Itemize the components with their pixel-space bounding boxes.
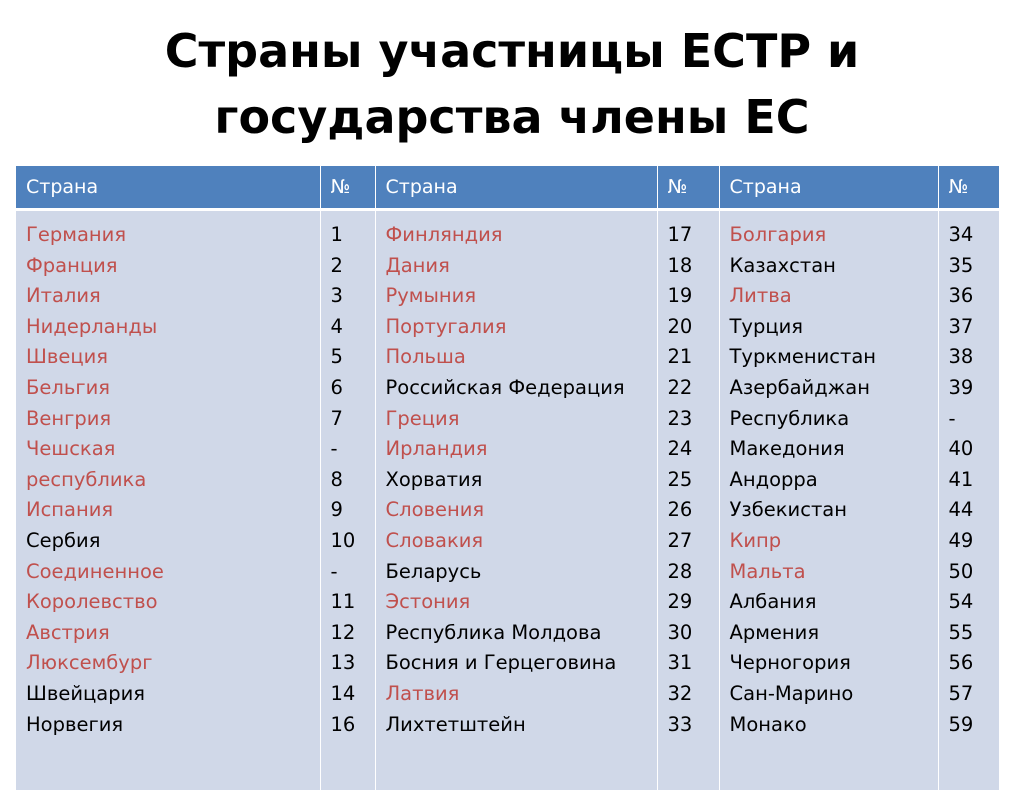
country-number: 21	[668, 342, 719, 373]
header-country-3: Страна	[719, 166, 938, 210]
country-number: 28	[668, 557, 719, 588]
country-number: 12	[331, 618, 375, 649]
country-name: Азербайджан	[730, 373, 938, 404]
country-name: республика	[26, 465, 320, 496]
country-name: Словакия	[386, 526, 657, 557]
country-name: Мальта	[730, 557, 938, 588]
country-name: Королевство	[26, 587, 320, 618]
number-cell-3	[938, 210, 999, 790]
header-country-2: Страна	[375, 166, 657, 210]
country-number: 3	[331, 281, 375, 312]
country-name: Словения	[386, 495, 657, 526]
country-number: 4	[331, 312, 375, 343]
country-name: Эстония	[386, 587, 657, 618]
country-number: 5	[331, 342, 375, 373]
header-number-1: №	[320, 166, 375, 210]
number-cell-1	[320, 210, 375, 790]
country-name: Республика	[730, 404, 938, 435]
country-name: Италия	[26, 281, 320, 312]
country-number: 11	[331, 587, 375, 618]
country-name: Австрия	[26, 618, 320, 649]
country-name: Македония	[730, 434, 938, 465]
country-number: -	[949, 404, 1000, 435]
country-number: -	[331, 434, 375, 465]
country-name: Греция	[386, 404, 657, 435]
country-number: 23	[668, 404, 719, 435]
country-name: Андорра	[730, 465, 938, 496]
country-cell-3	[719, 210, 938, 790]
country-number: 59	[949, 710, 1000, 741]
country-number: 50	[949, 557, 1000, 588]
country-name: Кипр	[730, 526, 938, 557]
country-name: Армения	[730, 618, 938, 649]
country-name: Республика Молдова	[386, 618, 657, 649]
country-name: Босния и Герцеговина	[386, 648, 657, 679]
country-name: Швейцария	[26, 679, 320, 710]
country-number: -	[331, 557, 375, 588]
slide-title-line-2: государства члены ЕС	[0, 84, 1024, 150]
country-number: 56	[949, 648, 1000, 679]
country-number: 2	[331, 251, 375, 282]
country-number: 44	[949, 495, 1000, 526]
country-name: Норвегия	[26, 710, 320, 741]
country-name: Дания	[386, 251, 657, 282]
country-name: Казахстан	[730, 251, 938, 282]
country-name: Туркменистан	[730, 342, 938, 373]
country-number: 29	[668, 587, 719, 618]
country-number: 13	[331, 648, 375, 679]
country-number: 39	[949, 373, 1000, 404]
country-number: 19	[668, 281, 719, 312]
country-number: 14	[331, 679, 375, 710]
table-body-row	[16, 210, 999, 790]
country-name: Болгария	[730, 220, 938, 251]
slide-title-line-1: Страны участницы ЕСТР и	[0, 18, 1024, 84]
country-name: Узбекистан	[730, 495, 938, 526]
country-number: 57	[949, 679, 1000, 710]
country-name: Франция	[26, 251, 320, 282]
country-name: Сербия	[26, 526, 320, 557]
country-number: 6	[331, 373, 375, 404]
country-number: 17	[668, 220, 719, 251]
country-name: Черногория	[730, 648, 938, 679]
country-number: 10	[331, 526, 375, 557]
country-number: 37	[949, 312, 1000, 343]
country-number: 55	[949, 618, 1000, 649]
country-number: 7	[331, 404, 375, 435]
country-name: Монако	[730, 710, 938, 741]
country-cell-2	[375, 210, 657, 790]
country-name: Испания	[26, 495, 320, 526]
country-number: 41	[949, 465, 1000, 496]
country-number: 22	[668, 373, 719, 404]
country-number: 18	[668, 251, 719, 282]
country-number: 38	[949, 342, 1000, 373]
country-number: 26	[668, 495, 719, 526]
country-number: 8	[331, 465, 375, 496]
header-number-2: №	[657, 166, 719, 210]
country-name: Нидерланды	[26, 312, 320, 343]
country-name: Литва	[730, 281, 938, 312]
country-name: Лихтетштейн	[386, 710, 657, 741]
country-name: Польша	[386, 342, 657, 373]
country-number: 32	[668, 679, 719, 710]
country-name: Румыния	[386, 281, 657, 312]
country-number: 9	[331, 495, 375, 526]
country-name: Швеция	[26, 342, 320, 373]
country-name: Российская Федерация	[386, 373, 657, 404]
country-name: Соединенное	[26, 557, 320, 588]
table-header-row	[16, 166, 999, 210]
country-number: 30	[668, 618, 719, 649]
country-name: Германия	[26, 220, 320, 251]
country-name: Хорватия	[386, 465, 657, 496]
country-name: Албания	[730, 587, 938, 618]
country-number: 27	[668, 526, 719, 557]
header-country-1: Страна	[16, 166, 320, 210]
country-number: 34	[949, 220, 1000, 251]
countries-table	[16, 166, 999, 790]
country-name: Ирландия	[386, 434, 657, 465]
country-number: 40	[949, 434, 1000, 465]
country-name: Бельгия	[26, 373, 320, 404]
country-cell-1	[16, 210, 320, 790]
country-name: Венгрия	[26, 404, 320, 435]
country-number: 49	[949, 526, 1000, 557]
country-name: Люксембург	[26, 648, 320, 679]
number-cell-2	[657, 210, 719, 790]
country-name: Латвия	[386, 679, 657, 710]
country-number: 54	[949, 587, 1000, 618]
country-name: Беларусь	[386, 557, 657, 588]
country-name: Сан-Марино	[730, 679, 938, 710]
country-name: Турция	[730, 312, 938, 343]
header-number-3: №	[938, 166, 999, 210]
country-name: Португалия	[386, 312, 657, 343]
country-number: 36	[949, 281, 1000, 312]
country-name: Чешская	[26, 434, 320, 465]
country-number: 20	[668, 312, 719, 343]
country-number: 25	[668, 465, 719, 496]
country-number: 24	[668, 434, 719, 465]
country-number: 35	[949, 251, 1000, 282]
country-number: 16	[331, 710, 375, 741]
country-number: 33	[668, 710, 719, 741]
country-number: 1	[331, 220, 375, 251]
slide-title	[0, 18, 1024, 150]
country-name: Финляндия	[386, 220, 657, 251]
country-number: 31	[668, 648, 719, 679]
